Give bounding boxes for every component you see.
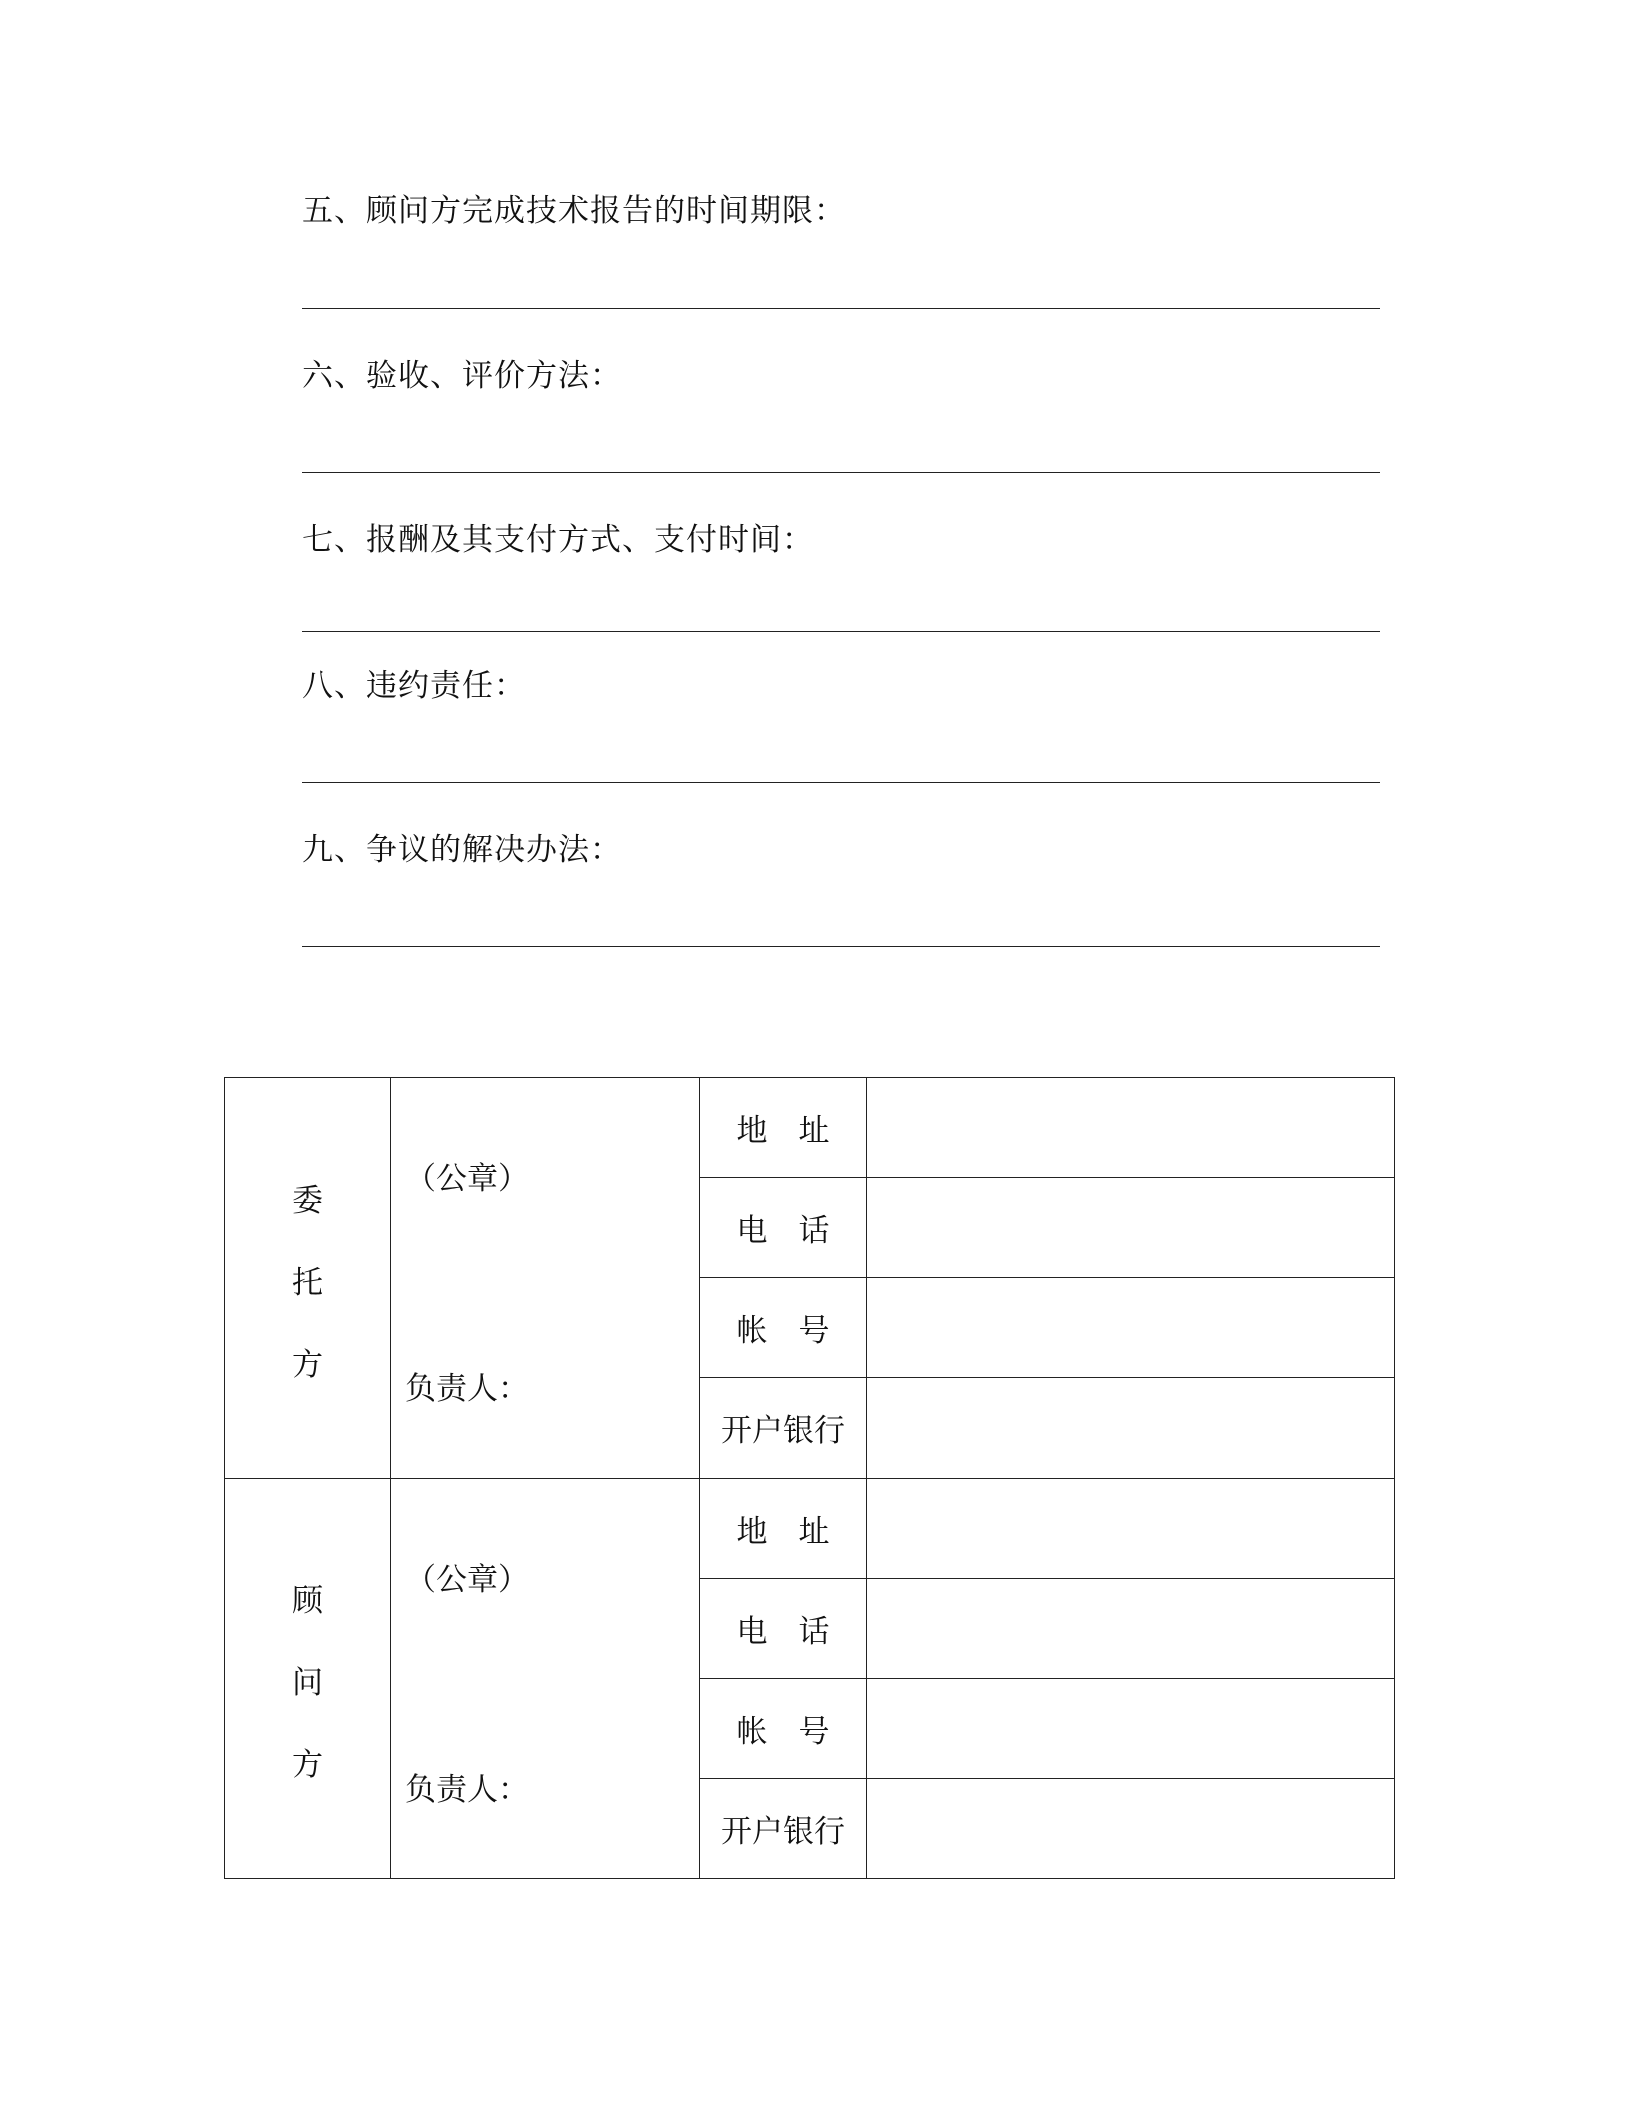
consultant-address-label: 地 址 [700, 1478, 867, 1578]
signature-table [224, 1077, 1395, 1879]
section-5-heading: 五、顾问方完成技术报告的时间期限： [302, 193, 846, 229]
consultant-seal-label: （公章） [405, 1561, 529, 1598]
client-account-label: 帐 号 [700, 1278, 867, 1378]
client-party-name-char: 委 [292, 1182, 323, 1219]
consultant-party-name-char: 方 [292, 1747, 323, 1784]
client-party-name-char: 托 [292, 1264, 323, 1301]
consultant-party-name-char: 顾 [292, 1583, 323, 1620]
table-row [225, 1478, 1395, 1578]
consultant-bank-field[interactable] [867, 1778, 1395, 1878]
client-bank-label: 开户银行 [700, 1378, 867, 1478]
section-9-heading: 九、争议的解决办法： [302, 832, 622, 868]
consultant-responsible-label: 负责人： [405, 1771, 529, 1808]
consultant-phone-label: 电 话 [700, 1578, 867, 1678]
consultant-bank-label: 开户银行 [700, 1778, 867, 1878]
client-responsible-label: 负责人： [405, 1371, 529, 1407]
table-row [225, 1078, 1395, 1178]
client-phone-label: 电 话 [700, 1178, 867, 1278]
client-address-label: 地 址 [700, 1078, 867, 1178]
client-seal-label: （公章） [405, 1161, 529, 1197]
consultant-party-name-cell [225, 1478, 391, 1879]
section-7-fill-line[interactable] [302, 631, 1380, 632]
client-address-field[interactable] [867, 1078, 1395, 1178]
section-5-fill-line[interactable] [302, 308, 1380, 309]
consultant-phone-field[interactable] [867, 1578, 1395, 1678]
client-phone-field[interactable] [867, 1178, 1395, 1278]
section-8-fill-line[interactable] [302, 782, 1380, 783]
consultant-account-field[interactable] [867, 1678, 1395, 1778]
consultant-party-name-char: 问 [292, 1665, 323, 1702]
section-7-heading: 七、报酬及其支付方式、支付时间： [302, 522, 814, 558]
client-party-name [292, 1150, 323, 1406]
consultant-account-label: 帐 号 [700, 1678, 867, 1778]
client-party-name-char: 方 [292, 1346, 323, 1383]
section-6-fill-line[interactable] [302, 472, 1380, 473]
consultant-address-field[interactable] [867, 1478, 1395, 1578]
consultant-seal-cell[interactable] [391, 1478, 700, 1879]
client-party-name-cell [225, 1078, 391, 1479]
client-bank-field[interactable] [867, 1378, 1395, 1478]
section-8-heading: 八、违约责任： [302, 668, 526, 704]
client-seal-cell[interactable] [391, 1078, 700, 1479]
section-6-heading: 六、验收、评价方法： [302, 358, 622, 394]
consultant-party-name [292, 1550, 323, 1806]
section-9-fill-line[interactable] [302, 946, 1380, 947]
client-account-field[interactable] [867, 1278, 1395, 1378]
